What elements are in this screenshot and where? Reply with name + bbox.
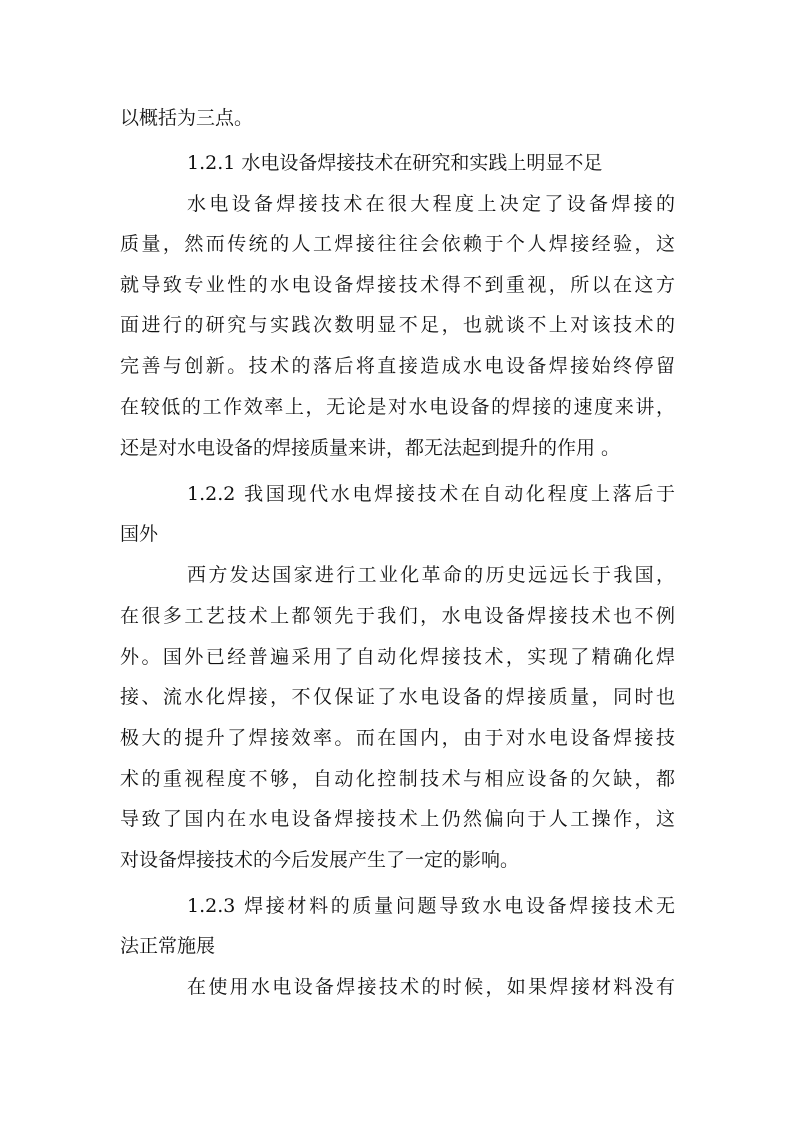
section-heading: 1.2.2 我国现代水电焊接技术在自动化程度上落后于	[187, 483, 675, 505]
paragraph-line: 外。国外已经普遍采用了自动化焊接技术，实现了精确化焊	[120, 646, 675, 668]
paragraph-line: 质量，然而传统的人工焊接往往会依赖于个人焊接经验，这	[120, 233, 675, 255]
paragraph-line: 就导致专业性的水电设备焊接技术得不到重视，所以在这方	[120, 274, 675, 296]
paragraph-line: 在较低的工作效率上，无论是对水电设备的焊接的速度来讲，	[120, 396, 675, 418]
paragraph-line: 术的重视程度不够，自动化控制技术与相应设备的欠缺，都	[120, 768, 675, 790]
paragraph-line: 接、流水化焊接，不仅保证了水电设备的焊接质量，同时也	[120, 686, 675, 708]
paragraph-line: 在使用水电设备焊接技术的时候，如果焊接材料没有	[187, 976, 675, 998]
section-heading-continued: 国外	[120, 523, 159, 545]
paragraph-line: 水电设备焊接技术在很大程度上决定了设备焊接的	[187, 193, 675, 215]
paragraph-line: 西方发达国家进行工业化革命的历史远远长于我国，	[187, 564, 675, 586]
paragraph-line: 导致了国内在水电设备焊接技术上仍然偏向于人工操作，这	[120, 808, 675, 830]
paragraph-line: 在很多工艺技术上都领先于我们，水电设备焊接技术也不例	[120, 605, 675, 627]
paragraph-line: 以概括为三点。	[120, 107, 254, 129]
paragraph-line: 极大的提升了焊接效率。而在国内，由于对水电设备焊接技	[120, 727, 675, 749]
section-heading: 1.2.1 水电设备焊接技术在研究和实践上明显不足	[187, 152, 603, 174]
section-heading-continued: 法正常施展	[120, 935, 216, 957]
paragraph-line: 还是对水电设备的焊接质量来讲，都无法起到提升的作用 。	[120, 437, 621, 459]
paragraph-line: 对设备焊接技术的今后发展产生了一定的影响。	[120, 849, 520, 871]
section-heading: 1.2.3 焊接材料的质量问题导致水电设备焊接技术无	[187, 895, 675, 917]
paragraph-line: 完善与创新。技术的落后将直接造成水电设备焊接始终停留	[120, 355, 675, 377]
paragraph-line: 面进行的研究与实践次数明显不足，也就谈不上对该技术的	[120, 314, 675, 336]
